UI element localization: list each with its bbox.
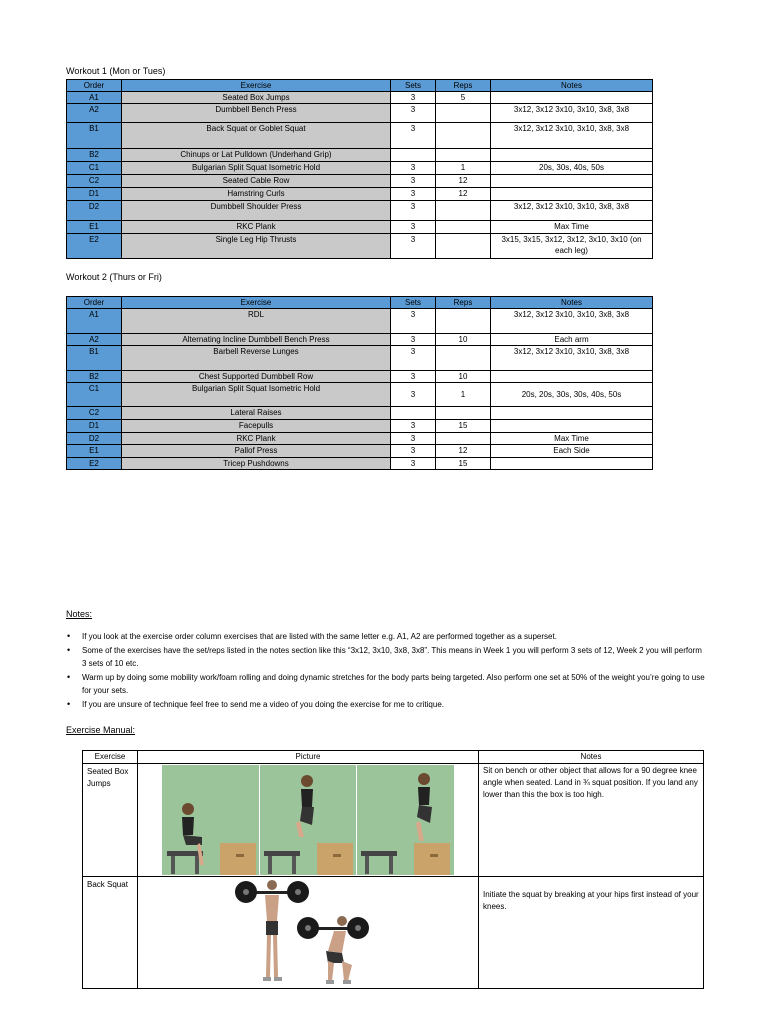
notes-cell: 3x12, 3x12 3x10, 3x10, 3x8, 3x8 <box>491 201 653 221</box>
notes-cell: Max Time <box>491 221 653 234</box>
workout2-title: Workout 2 (Thurs or Fri) <box>66 272 162 282</box>
order-cell: A2 <box>67 334 122 346</box>
header-notes: Notes <box>491 80 653 92</box>
notes-cell: 3x12, 3x12 3x10, 3x10, 3x8, 3x8 <box>491 346 653 371</box>
exercise-cell: Lateral Raises <box>122 407 391 420</box>
reps-cell <box>436 433 491 445</box>
reps-cell: 5 <box>436 92 491 104</box>
reps-cell <box>436 407 491 420</box>
header-order: Order <box>67 297 122 309</box>
exercise-cell: Facepulls <box>122 420 391 433</box>
exercise-notes: Initiate the squat by breaking at your hips first instead of your knees. <box>483 890 699 911</box>
sets-cell: 3 <box>391 123 436 149</box>
header-sets: Sets <box>391 80 436 92</box>
exercise-cell: Seated Cable Row <box>122 175 391 188</box>
exercise-cell: Barbell Reverse Lunges <box>122 346 391 371</box>
sets-cell: 3 <box>391 104 436 123</box>
sets-cell: 3 <box>391 346 436 371</box>
table-row <box>67 420 653 433</box>
reps-cell <box>436 149 491 162</box>
box-jump-photo <box>162 765 454 875</box>
order-cell: E1 <box>67 221 122 234</box>
header-reps: Reps <box>436 297 491 309</box>
exercise-cell: RDL <box>122 309 391 334</box>
order-cell: E2 <box>67 458 122 470</box>
sets-cell: 3 <box>391 221 436 234</box>
notes-title: Notes: <box>66 609 93 619</box>
notes-cell <box>491 458 653 470</box>
exercise-cell: RKC Plank <box>122 221 391 234</box>
reps-cell <box>436 234 491 259</box>
manual-title: Exercise Manual: <box>66 725 136 735</box>
workout1-table <box>66 79 653 259</box>
reps-cell: 12 <box>436 188 491 201</box>
notes-cell <box>491 407 653 420</box>
table-row <box>67 201 653 221</box>
table-row <box>67 221 653 234</box>
order-cell: D2 <box>67 201 122 221</box>
header-reps: Reps <box>436 80 491 92</box>
order-cell: C2 <box>67 407 122 420</box>
table-row <box>67 92 653 104</box>
order-cell: B2 <box>67 149 122 162</box>
exercise-cell: RKC Plank <box>122 433 391 445</box>
notes-cell: Each Side <box>491 445 653 458</box>
notes-cell <box>491 188 653 201</box>
table-row <box>67 162 653 175</box>
reps-cell: 12 <box>436 445 491 458</box>
notes-cell: 20s, 30s, 40s, 50s <box>491 162 653 175</box>
sets-cell: 3 <box>391 445 436 458</box>
notes-cell <box>491 92 653 104</box>
reps-cell <box>436 346 491 371</box>
exercise-cell: Dumbbell Bench Press <box>122 104 391 123</box>
notes-cell: 3x12, 3x12 3x10, 3x10, 3x8, 3x8 <box>491 123 653 149</box>
order-cell: B1 <box>67 123 122 149</box>
exercise-cell: Single Leg Hip Thrusts <box>122 234 391 259</box>
notes-cell: 3x12, 3x12 3x10, 3x10, 3x8, 3x8 <box>491 104 653 123</box>
header-order: Order <box>67 80 122 92</box>
table-row <box>67 123 653 149</box>
notes-cell: Each arm <box>491 334 653 346</box>
table-row <box>67 334 653 346</box>
table-row <box>67 383 653 407</box>
reps-cell: 12 <box>436 175 491 188</box>
table-row <box>67 309 653 334</box>
header-exercise: Exercise <box>122 297 391 309</box>
table-row <box>67 407 653 420</box>
exercise-cell: Back Squat or Goblet Squat <box>122 123 391 149</box>
sets-cell: 3 <box>391 371 436 383</box>
table-row <box>67 458 653 470</box>
workout2-table <box>66 296 653 470</box>
sets-cell <box>391 149 436 162</box>
sets-cell: 3 <box>391 175 436 188</box>
sets-cell: 3 <box>391 92 436 104</box>
table-row <box>83 764 704 877</box>
notes-cell <box>491 149 653 162</box>
sets-cell: 3 <box>391 201 436 221</box>
notes-cell: 3x12, 3x12 3x10, 3x10, 3x8, 3x8 <box>491 309 653 334</box>
sets-cell: 3 <box>391 420 436 433</box>
table-row <box>67 234 653 259</box>
list-item: • If you are unsure of technique feel free to send me a video of you doing the exercise for me to critique. <box>66 698 706 712</box>
sets-cell: 3 <box>391 433 436 445</box>
reps-cell <box>436 104 491 123</box>
sets-cell: 3 <box>391 334 436 346</box>
reps-cell <box>436 221 491 234</box>
table-row <box>67 371 653 383</box>
order-cell: D1 <box>67 420 122 433</box>
order-cell: D1 <box>67 188 122 201</box>
sets-cell: 3 <box>391 458 436 470</box>
table-row <box>67 149 653 162</box>
notes-cell <box>491 175 653 188</box>
notes-cell <box>491 371 653 383</box>
reps-cell: 15 <box>436 458 491 470</box>
reps-cell: 1 <box>436 162 491 175</box>
exercise-notes: Sit on bench or other object that allows for a 90 degree knee angle when seated. Land in ¾ squat position. If you land any lower than this the box is too high. <box>483 766 698 799</box>
reps-cell <box>436 309 491 334</box>
list-item: • If you look at the exercise order column exercises that are listed with the same letter e.g. A1, A2 are performed together as a superset. <box>66 630 706 644</box>
notes-cell: 3x15, 3x15, 3x12, 3x12, 3x10, 3x10 (on each leg) <box>491 234 653 259</box>
back-squat-image <box>230 877 370 987</box>
order-cell: B2 <box>67 371 122 383</box>
box-jump-sequence-image <box>162 765 454 875</box>
list-item: • Some of the exercises have the set/reps listed in the notes section like this “3x12, 3x10, 3x8, 3x8”. This means in Week 1 you will perform 3 sets of 12, Week 2 you will perform 3 sets of 10 etc. <box>66 644 706 671</box>
order-cell: C2 <box>67 175 122 188</box>
header-sets: Sets <box>391 297 436 309</box>
exercise-name: Back Squat <box>87 880 128 889</box>
exercise-cell: Seated Box Jumps <box>122 92 391 104</box>
reps-cell <box>436 201 491 221</box>
exercise-cell: Bulgarian Split Squat Isometric Hold <box>122 383 391 407</box>
reps-cell: 1 <box>436 383 491 407</box>
table-row <box>83 877 704 989</box>
notes-cell: 20s, 20s, 30s, 30s, 40s, 50s <box>491 383 653 407</box>
workout1-title: Workout 1 (Mon or Tues) <box>66 66 166 76</box>
sets-cell: 3 <box>391 234 436 259</box>
exercise-cell: Chinups or Lat Pulldown (Underhand Grip) <box>122 149 391 162</box>
notes-cell: Max Time <box>491 433 653 445</box>
reps-cell <box>436 123 491 149</box>
reps-cell: 10 <box>436 371 491 383</box>
exercise-cell: Bulgarian Split Squat Isometric Hold <box>122 162 391 175</box>
exercise-cell: Tricep Pushdowns <box>122 458 391 470</box>
order-cell: D2 <box>67 433 122 445</box>
reps-cell: 10 <box>436 334 491 346</box>
sets-cell: 3 <box>391 162 436 175</box>
table-row <box>67 346 653 371</box>
order-cell: A1 <box>67 309 122 334</box>
notes-cell <box>491 420 653 433</box>
table-row <box>67 188 653 201</box>
exercise-cell: Hamstring Curls <box>122 188 391 201</box>
table-row <box>67 104 653 123</box>
list-item: • Warm up by doing some mobility work/foam rolling and doing dynamic stretches for the body parts being targeted. Also perform one set at 50% of the weight you’re going to use for your sets. <box>66 671 706 698</box>
order-cell: E1 <box>67 445 122 458</box>
sets-cell: 3 <box>391 188 436 201</box>
exercise-cell: Alternating Incline Dumbbell Bench Press <box>122 334 391 346</box>
order-cell: C1 <box>67 383 122 407</box>
header-notes: Notes <box>479 751 704 764</box>
exercise-cell: Chest Supported Dumbbell Row <box>122 371 391 383</box>
order-cell: E2 <box>67 234 122 259</box>
exercise-cell: Pallof Press <box>122 445 391 458</box>
notes-list <box>66 630 706 711</box>
table-row <box>67 175 653 188</box>
back-squat-photo <box>230 877 370 987</box>
order-cell: B1 <box>67 346 122 371</box>
exercise-name: Seated Box Jumps <box>87 767 129 788</box>
order-cell: C1 <box>67 162 122 175</box>
sets-cell: 3 <box>391 309 436 334</box>
manual-table <box>82 750 704 989</box>
table-row <box>67 445 653 458</box>
header-exercise: Exercise <box>83 751 138 764</box>
header-exercise: Exercise <box>122 80 391 92</box>
sets-cell: 3 <box>391 383 436 407</box>
sets-cell <box>391 407 436 420</box>
header-picture: Picture <box>138 751 479 764</box>
order-cell: A2 <box>67 104 122 123</box>
reps-cell: 15 <box>436 420 491 433</box>
exercise-cell: Dumbbell Shoulder Press <box>122 201 391 221</box>
header-notes: Notes <box>491 297 653 309</box>
order-cell: A1 <box>67 92 122 104</box>
table-row <box>67 433 653 445</box>
